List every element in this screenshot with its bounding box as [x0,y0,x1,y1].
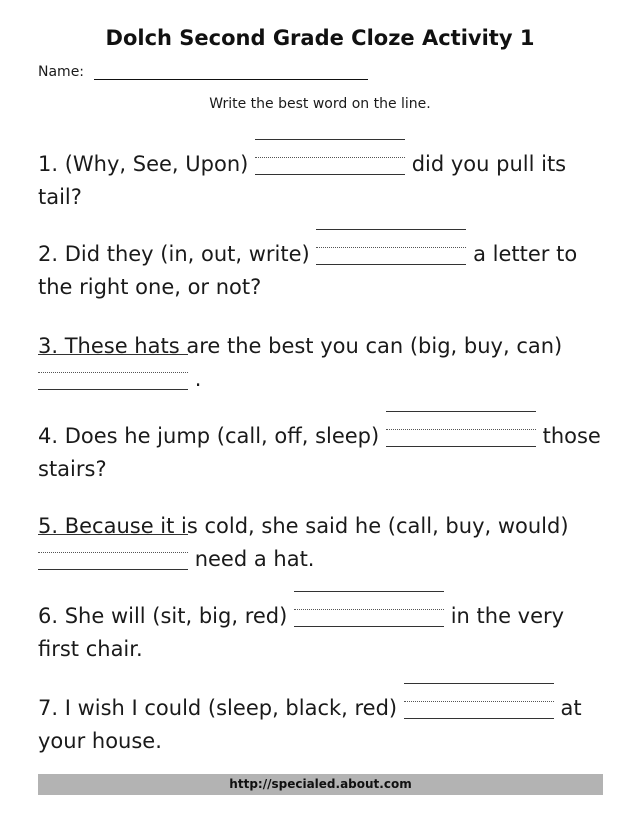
question-6-end: in the very first chair. [38,604,565,661]
question-5-end: need a hat. [194,547,315,571]
question-1-text: 1. (Why, See, Upon) [38,152,249,176]
question-6-text: 6. She will (sit, big, red) [38,604,288,628]
question-2-text: 2. Did they (in, out, write) [38,242,310,266]
answer-blank-7[interactable] [404,697,554,719]
question-6 [38,600,608,666]
footer-url: http://specialed.about.com [38,774,603,795]
question-1-end: did you pull its tail? [38,152,567,209]
answer-blank-5[interactable] [38,548,188,570]
name-line[interactable] [94,65,368,80]
question-4-text: 4. Does he jump (call, off, sleep) [38,424,380,448]
question-2-end: a letter to the right one, or not? [38,242,578,299]
answer-blank-2[interactable] [316,243,466,265]
answer-blank-3[interactable] [38,368,188,390]
question-3-end: . [194,367,202,391]
name-row [38,64,368,80]
instructions: Write the best word on the line. [209,96,431,112]
answer-blank-4[interactable] [386,425,536,447]
worksheet-title: Dolch Second Grade Cloze Activity 1 [105,26,535,50]
question-5-text: 5. Because it is cold, she said he (call, buy, would) [38,514,569,538]
answer-blank-1[interactable] [255,153,405,175]
question-3 [38,330,608,396]
name-label: Name: [38,64,85,80]
answer-blank-6[interactable] [294,605,444,627]
question-1 [38,148,608,214]
question-7-text: 7. I wish I could (sleep, black, red) [38,696,398,720]
question-7 [38,692,608,758]
question-4 [38,420,608,486]
question-7-end: at your house. [38,696,582,753]
question-2 [38,238,608,304]
question-5 [38,510,608,576]
question-4-end: those stairs? [38,424,601,481]
question-3-text: 3. These hats are the best you can (big, buy, can) [38,334,563,358]
